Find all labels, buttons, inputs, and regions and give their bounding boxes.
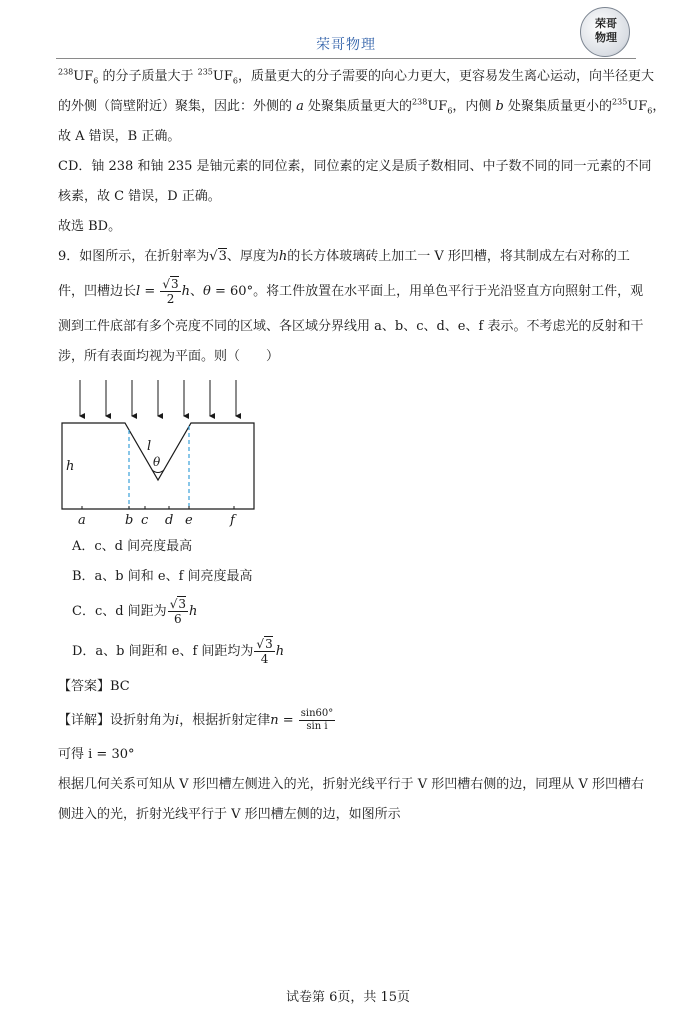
paragraph-2: 的外侧（筒壁附近）聚集，因此：外侧的 a 处聚集质量更大的$^{238}UF_6$，内侧 b 处聚集质量更小的$^{235}UF_6$，	[58, 97, 666, 116]
label-e: e	[185, 513, 193, 528]
header-title: 荣哥物理	[316, 37, 376, 53]
v-groove-diagram	[58, 378, 258, 528]
fraction-snell-law: $\frac{\sin 60^\circ}{\text{sin i}}$	[300, 708, 334, 732]
label-l: l	[147, 439, 152, 454]
brand-logo	[580, 7, 630, 57]
answer-result: 可得 i = 30°	[58, 747, 135, 762]
page-header	[56, 0, 636, 59]
logo-seal-text: 荣哥物理	[595, 17, 617, 44]
document-body	[58, 62, 666, 830]
label-h: h	[66, 459, 75, 474]
label-theta: θ	[153, 455, 161, 469]
answer-detail: 【详解】设折射角为i，根据折射定律n = $\frac{\sin 60^\circ}{\text{sin i}}$	[58, 708, 334, 732]
fraction-sqrt3-over-4: $\frac{√3}{4}$	[256, 637, 273, 666]
option-a: A．c、d 间亮度最高	[72, 539, 193, 554]
answer-label: 【答案】BC	[58, 679, 130, 694]
label-b: b	[125, 513, 134, 528]
label-d: d	[165, 513, 174, 528]
paragraph-1: $^{238}UF_6$ 的分子质量大于 $^{235}UF_6$，质量更大的分子需要的向心力更大，更容易发生离心运动，向半径更大	[58, 67, 654, 86]
paragraph-4: CD．铀 238 和铀 235 是铀元素的同位素，同位素的定义是质子数相同、中子数不同的同一元素的不同	[58, 159, 652, 174]
question-line-3: 测到工件底部有多个亮度不同的区域、各区域分界线用 a、b、c、d、e、f 表示。不考虑光的反射和干	[58, 319, 644, 334]
paragraph-5: 核素，故 C 错误，D 正确。	[58, 189, 221, 204]
bottom-labels	[78, 513, 237, 528]
fraction-sqrt3-over-2: $\frac{√3}{2}$	[162, 277, 179, 306]
fraction-sqrt3-over-6: $\frac{√3}{6}$	[169, 597, 186, 626]
label-f: f	[230, 513, 235, 528]
question-line-2: 件，凹槽边长l = $\frac{√3}{2}$ h、θ = 60°。将工件放置在水平面上，用单色平行于光沿竖直方向照射工件，观	[58, 277, 644, 306]
label-c: c	[141, 513, 149, 528]
option-c: C．c、d 间距为 $\frac{√3}{6}$ h	[72, 597, 198, 626]
label-a: a	[78, 513, 86, 528]
page-footer: 试卷第 6页，共 15页	[285, 990, 411, 1005]
option-b: B．a、b 间和 e、f 间亮度最高	[72, 569, 253, 584]
answer-explain-1: 根据几何关系可知从 V 形凹槽左侧进入的光，折射光线平行于 V 形凹槽右侧的边，同理从 V 形凹槽右	[58, 777, 644, 792]
paragraph-6: 故选 BD。	[58, 219, 122, 234]
answer-explain-2: 侧进入的光，折射光线平行于 V 形凹槽左侧的边，如图所示	[58, 807, 401, 822]
incident-light-arrows	[80, 380, 236, 416]
question-line-1: 9．如图所示，在折射率为√3、厚度为h的长方体玻璃砖上加工一 V 形凹槽，将其制成左右对称的工	[58, 249, 630, 264]
option-d: D．a、b 间距和 e、f 间距均为 $\frac{√3}{4}$ h	[72, 637, 285, 666]
question-line-4: 涉，所有表面均视为平面。则（ ）	[58, 349, 280, 364]
paragraph-3: 故 A 错误，B 正确。	[58, 129, 181, 144]
